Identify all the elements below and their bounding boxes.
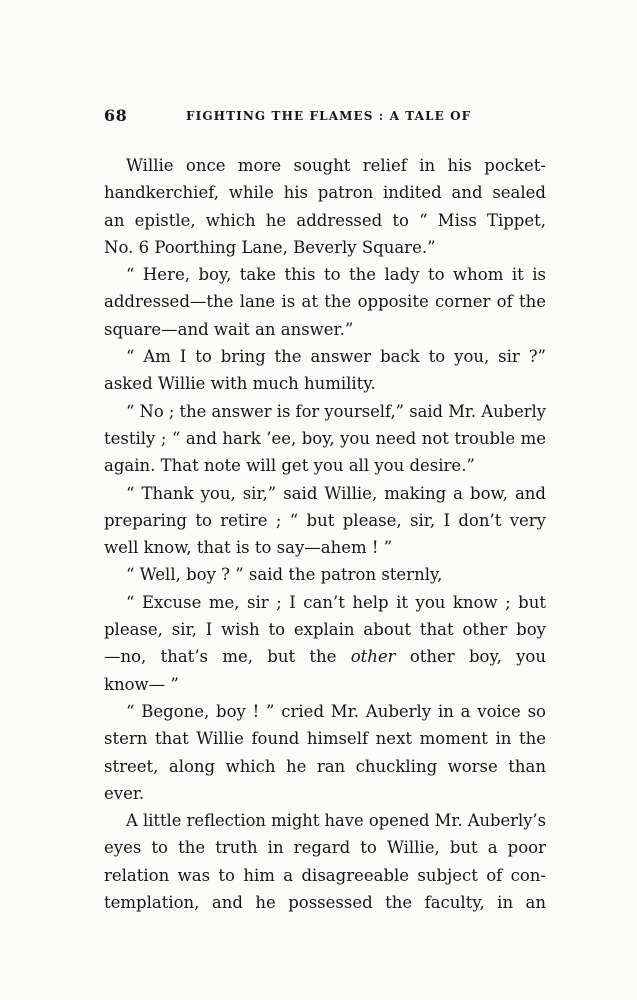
text-line: “ Excuse me, sir ; I can’t help it you know ; but xyxy=(126,592,546,612)
text-line: know— ” xyxy=(104,674,179,694)
text-line: street, along which he ran chuckling worse than xyxy=(104,756,546,776)
text-line: well know, that is to say—ahem ! ” xyxy=(104,538,393,558)
text-line: ever. xyxy=(104,783,145,803)
text-line: testily ; “ and hark ’ee, boy, you need not trouble me xyxy=(104,428,546,448)
text-line: “ Here, boy, take this to the lady to whom it is xyxy=(126,265,546,285)
text-line: handkerchief, while his patron indited and sealed xyxy=(104,183,546,203)
text-line: “ Well, boy ? ” said the patron sternly, xyxy=(126,565,443,585)
text-line: again. That note will get you all you desire.” xyxy=(104,456,475,476)
text-line: an epistle, which he addressed to “ Miss Tippet, xyxy=(104,210,546,230)
text-line: A little reflection might have opened Mr. Auberly’s xyxy=(126,811,546,831)
text-line: square—and wait an answer.” xyxy=(104,319,354,339)
text-line: stern that Willie found himself next moment in the xyxy=(104,729,546,749)
page-number: 68 xyxy=(104,106,128,125)
text-line: preparing to retire ; “ but please, sir, I don’t very xyxy=(104,510,546,530)
text-line: eyes to the truth in regard to Willie, but a poor xyxy=(104,838,546,858)
text-line: addressed—the lane is at the opposite corner of the xyxy=(104,292,546,312)
emphasis-word: other xyxy=(350,647,396,667)
text-line xyxy=(104,643,546,670)
text-line: “ Begone, boy ! ” cried Mr. Auberly in a voice so xyxy=(126,701,546,721)
text-line: templation, and he possessed the faculty, in an xyxy=(104,893,546,913)
body-text xyxy=(104,152,546,916)
text-line: “ Thank you, sir,” said Willie, making a bow, and xyxy=(126,483,546,503)
text-line: “ Am I to bring the answer back to you, sir ?” xyxy=(126,347,546,367)
text-line: “ No ; the answer is for yourself,” said Mr. Auberly xyxy=(126,401,546,421)
text-line-start: —no, that’s me, but the xyxy=(104,647,337,667)
text-line: No. 6 Poorthing Lane, Beverly Square.” xyxy=(104,237,436,257)
running-head: FIGHTING THE FLAMES : A TALE OF xyxy=(186,109,472,123)
page-header xyxy=(104,106,530,130)
text-line: Willie once more sought relief in his pocket- xyxy=(126,156,546,175)
text-line-end: other boy, you xyxy=(409,647,546,667)
text-line: please, sir, I wish to explain about that other boy xyxy=(104,620,546,640)
text-line: relation was to him a disagreeable subject of con- xyxy=(104,865,546,885)
text-line: asked Willie with much humility. xyxy=(104,374,376,394)
